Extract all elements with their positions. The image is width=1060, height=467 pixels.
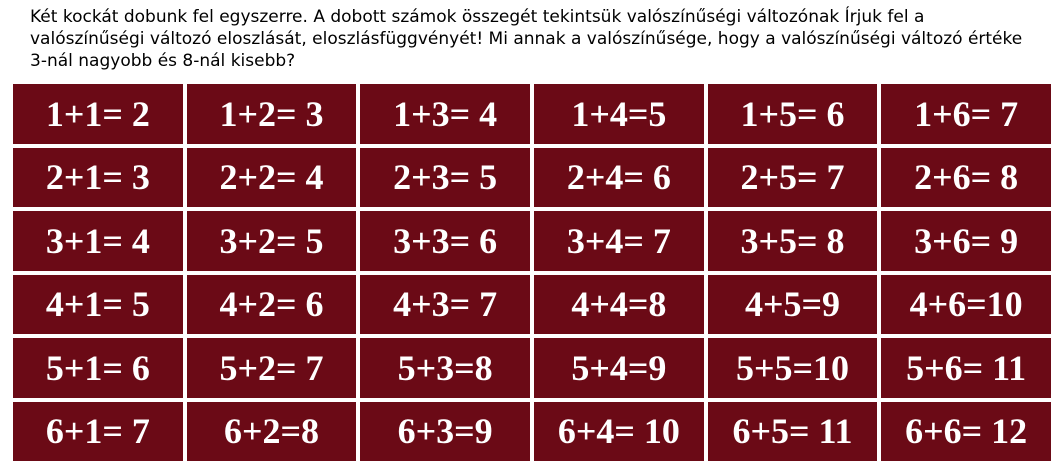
table-cell: 2+4= 6 (534, 148, 704, 208)
table-cell: 6+4= 10 (534, 402, 704, 462)
dice-sum-table (13, 84, 1051, 461)
table-cell: 3+6= 9 (881, 211, 1051, 271)
table-cell: 5+6= 11 (881, 338, 1051, 398)
table-cell: 6+6= 12 (881, 402, 1051, 462)
table-cell: 6+2=8 (187, 402, 357, 462)
table-cell: 4+1= 5 (13, 275, 183, 335)
table-cell: 5+5=10 (708, 338, 878, 398)
table-cell: 3+3= 6 (360, 211, 530, 271)
table-cell: 3+1= 4 (13, 211, 183, 271)
table-cell: 3+4= 7 (534, 211, 704, 271)
table-cell: 2+6= 8 (881, 148, 1051, 208)
table-cell: 5+3=8 (360, 338, 530, 398)
table-cell: 1+3= 4 (360, 84, 530, 144)
table-cell: 1+5= 6 (708, 84, 878, 144)
table-cell: 2+2= 4 (187, 148, 357, 208)
table-cell: 6+5= 11 (708, 402, 878, 462)
table-cell: 1+1= 2 (13, 84, 183, 144)
table-cell: 5+2= 7 (187, 338, 357, 398)
table-cell: 3+2= 5 (187, 211, 357, 271)
table-cell: 6+1= 7 (13, 402, 183, 462)
table-cell: 2+1= 3 (13, 148, 183, 208)
table-cell: 5+4=9 (534, 338, 704, 398)
table-cell: 2+3= 5 (360, 148, 530, 208)
table-cell: 5+1= 6 (13, 338, 183, 398)
table-cell: 6+3=9 (360, 402, 530, 462)
table-cell: 4+5=9 (708, 275, 878, 335)
question-text: Két kockát dobunk fel egyszerre. A dobott számok összegét tekintsük valószínűségi változónak Írjuk fel a valószínűségi változó eloszlását, eloszlásfüggvényét! Mi annak a valószínűsége, hogy a valószínűségi változó értéke 3-nál nagyobb és 8-nál kisebb? (30, 7, 1023, 71)
table-cell: 4+6=10 (881, 275, 1051, 335)
table-cell: 4+3= 7 (360, 275, 530, 335)
table-cell: 1+4=5 (534, 84, 704, 144)
table-cell: 4+2= 6 (187, 275, 357, 335)
table-cell: 1+6= 7 (881, 84, 1051, 144)
table-cell: 3+5= 8 (708, 211, 878, 271)
table-cell: 1+2= 3 (187, 84, 357, 144)
table-cell: 4+4=8 (534, 275, 704, 335)
table-cell: 2+5= 7 (708, 148, 878, 208)
